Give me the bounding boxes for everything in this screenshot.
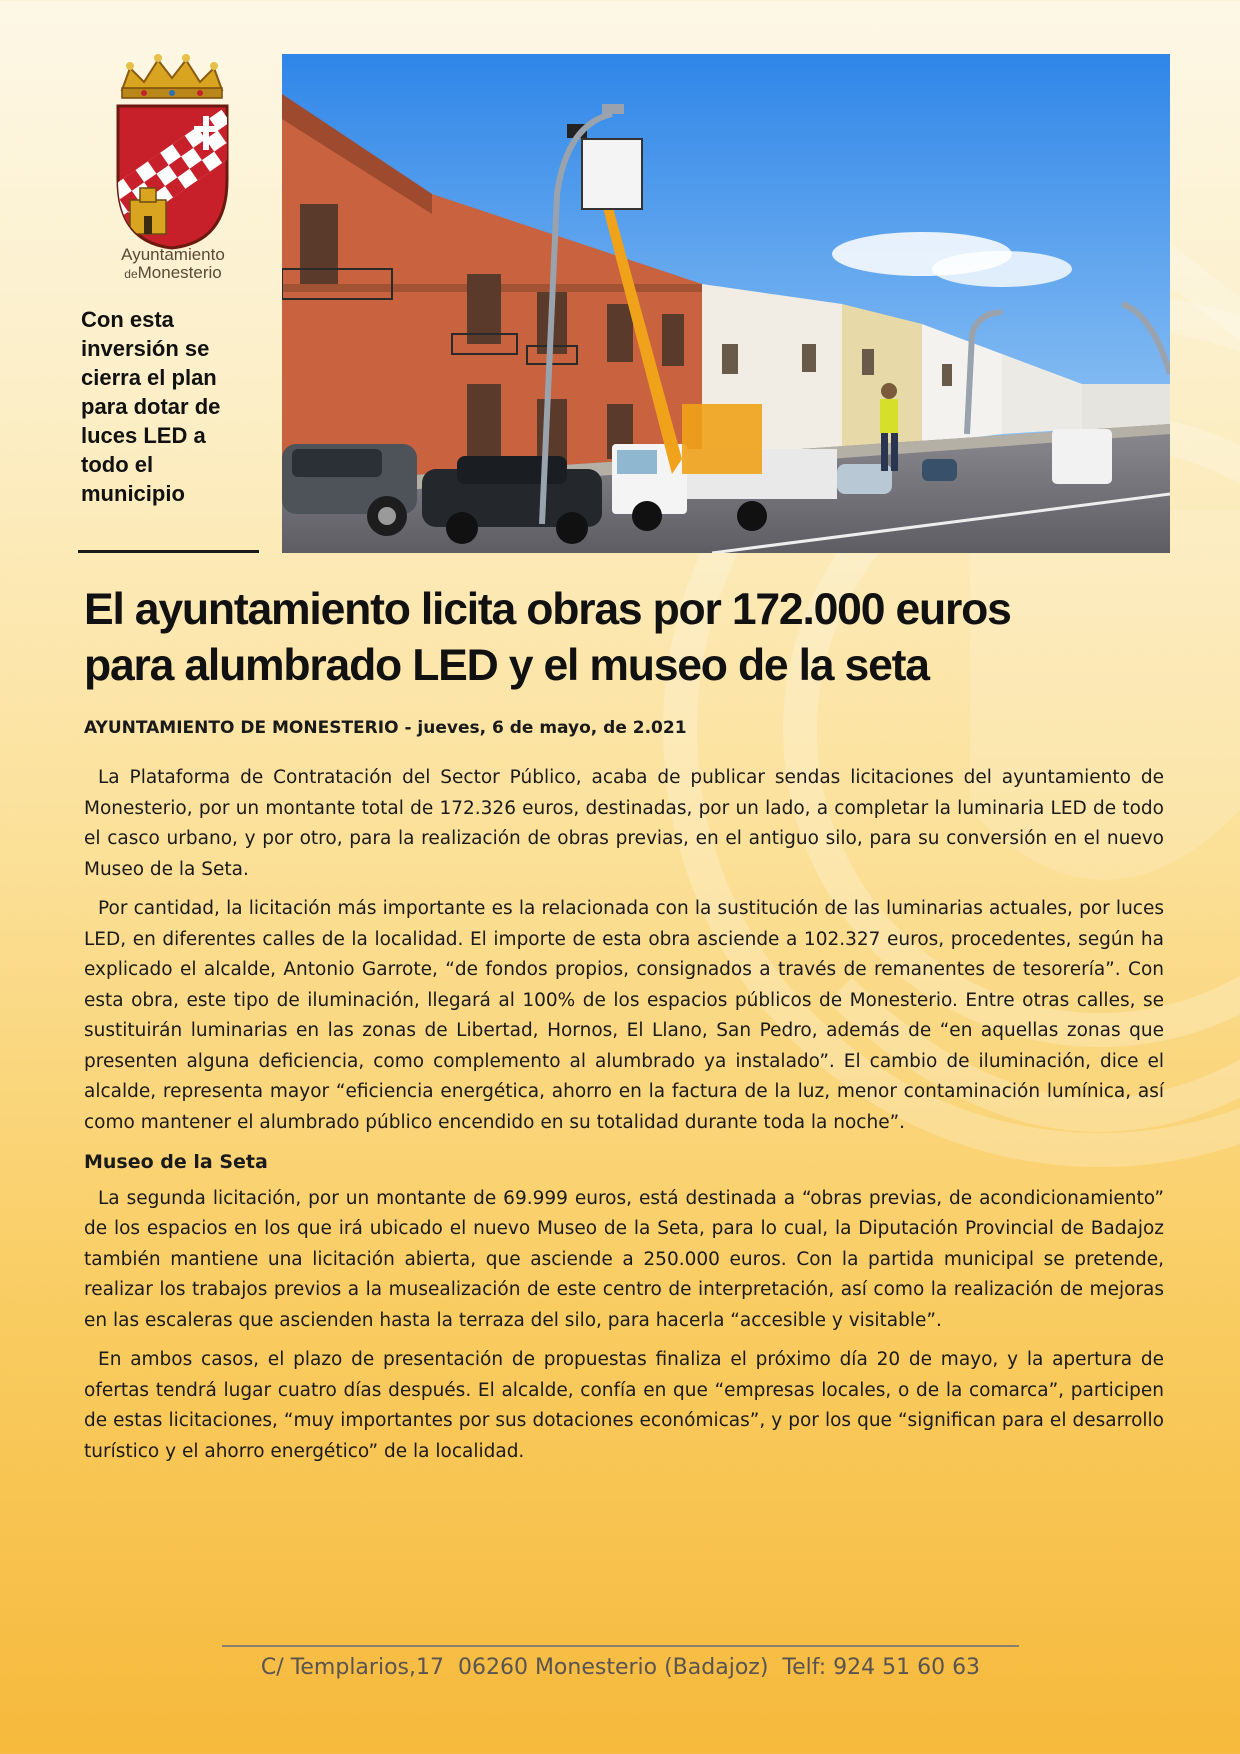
article-body <box>84 763 1164 1476</box>
footer-address: C/ Templarios,17 06260 Monesterio (Badajoz) Telf: 924 51 60 63 <box>260 1655 981 1680</box>
logo-caption <box>103 246 243 282</box>
footer-divider <box>222 1645 1019 1647</box>
logo-text-monesterio: deMonesterio <box>124 262 222 282</box>
article-paragraph: En ambos casos, el plazo de presentación de propuestas finaliza el próximo día 20 de mayo, y la apertura de ofertas tendrá lugar cuatro días después. El alcalde, confía en que “empresas locales, o de la comarca”, participen de estas licitaciones, “muy importantes por sus dotaciones económicas”, y por los que “significan para el desarrollo turístico y el ahorro energético” de la localidad. <box>84 1349 1164 1462</box>
article-byline: AYUNTAMIENTO DE MONESTERIO - jueves, 6 de mayo, de 2.021 <box>84 718 687 738</box>
street-lighting-work-photo <box>282 54 1170 553</box>
article-paragraph: Por cantidad, la licitación más importante es la relacionada con la sustitución de las luminarias actuales, por luces LED, en diferentes calles de la localidad. El importe de esta obra asciende a 102.327 euros, procedentes, según ha explicado el alcalde, Antonio Garrote, “de fondos propios, consignados a través de remanentes de tesorería”. Con esta obra, este tipo de iluminación, llegará al 100% de los espacios públicos de Monesterio. Entre otras calles, se sustituirán luminarias en las zonas de Libertad, Hornos, El Llano, San Pedro, además de “en aquellas zonas que presenten alguna deficiencia, como complemento al alumbrado ya instalado”. El cambio de iluminación, dice el alcalde, representa mayor “eficiencia energética, ahorro en la factura de la luz, menor contaminación lumínica, así como mantener el alumbrado público encendido en su totalidad durante toda la noche”. <box>84 898 1164 1133</box>
sidebar-note-line: municipio <box>81 481 185 506</box>
article-paragraph: La Plataforma de Contratación del Sector Público, acaba de publicar sendas licitaciones del ayuntamiento de Monesterio, por un montante total de 172.326 euros, destinadas, por un lado, a completar la luminaria LED de todo el casco urbano, y por otro, para la realización de obras previas, en el antiguo silo, para su conversión en el nuevo Museo de la Seta. <box>84 767 1164 880</box>
article-headline <box>84 582 1184 694</box>
sidebar-note-line: luces LED a <box>81 423 206 448</box>
article-subheading: Museo de la Seta <box>84 1151 268 1173</box>
article-paragraph: La segunda licitación, por un montante de 69.999 euros, está destinada a “obras previas, de acondicionamiento” de los espacios en los que irá ubicado el nuevo Museo de la Seta, para lo cual, la Diputación Provincial de Badajoz también mantiene una licitación abierta, que asciende a 250.000 euros. Con la partida municipal se pretende, realizar los trabajos previos a la musealización de este centro de interpretación, así como la realización de mejoras en las escaleras que ascienden hasta la terraza del silo, para hacerla “accesible y visitable”. <box>84 1187 1164 1331</box>
sidebar-note-line: para dotar de <box>81 394 221 419</box>
sidebar-note-line: inversión se <box>81 336 210 361</box>
sidebar-note-line: todo el <box>81 452 154 477</box>
headline-line-2: para alumbrado LED y el museo de la seta <box>84 641 929 690</box>
sidebar-note-line: cierra el plan <box>81 365 217 390</box>
headline-line-1: El ayuntamiento licita obras por 172.000 euros <box>84 585 1011 634</box>
logo-text-ayuntamiento: Ayuntamiento <box>121 245 225 264</box>
crown-icon <box>122 54 222 98</box>
sidebar-divider <box>78 550 259 553</box>
sidebar-note-line: Con esta <box>81 307 174 332</box>
sidebar-note <box>81 305 261 508</box>
